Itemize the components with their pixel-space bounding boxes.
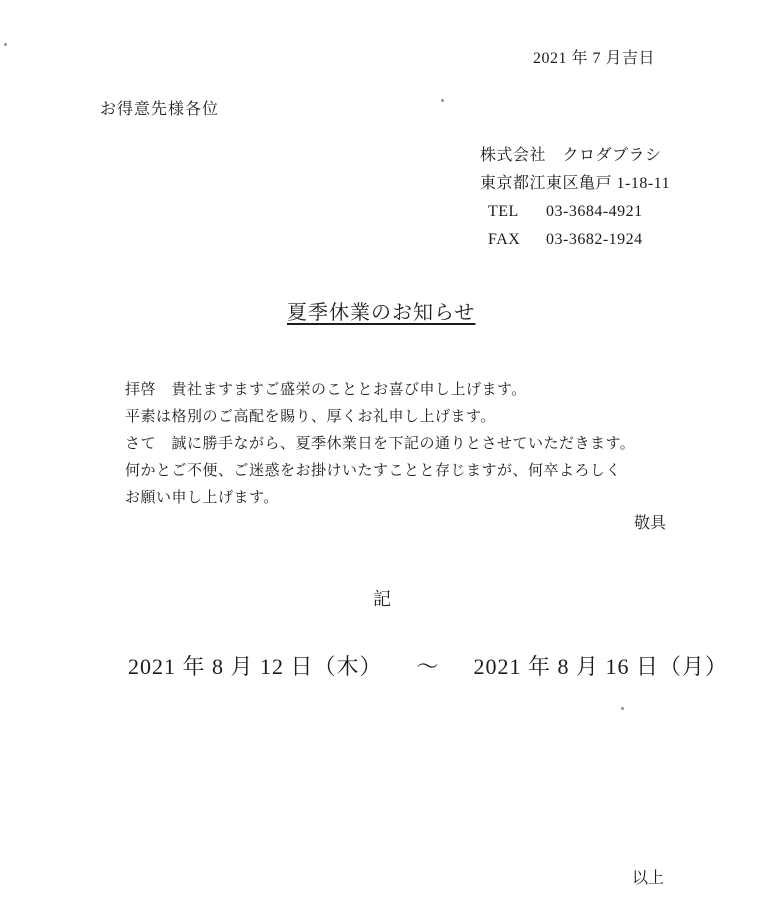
sender-tel-row: [480, 198, 670, 226]
scan-speck: [4, 43, 7, 46]
sender-block: [480, 142, 670, 254]
holiday-period-separator: ～: [416, 654, 440, 679]
sender-fax-row: [480, 226, 670, 254]
body-line: 何かとご不便、ご迷惑をお掛けいたすことと存じますが、何卒よろしく: [125, 463, 622, 479]
record-marker-ki: 記: [373, 589, 392, 609]
tel-label: TEL: [488, 203, 519, 220]
holiday-period: [128, 650, 728, 681]
scan-speck: [621, 707, 624, 710]
fax-label: FAX: [488, 231, 521, 248]
body-line: さて 誠に勝手ながら、夏季休業日を下記の通りとさせていただきます。: [125, 436, 636, 452]
scan-speck: [441, 99, 444, 102]
holiday-period-end: 2021 年 8 月 16 日（月）: [473, 654, 729, 679]
issue-date: 2021 年 7 月吉日: [533, 50, 656, 67]
end-marker-ijou: 以上: [632, 870, 665, 887]
body-line: 平素は格別のご高配を賜り、厚くお礼申し上げます。: [125, 409, 496, 425]
holiday-period-start: 2021 年 8 月 12 日（木）: [128, 654, 383, 679]
closing-keigu: 敬具: [634, 515, 667, 532]
letter-body: [125, 377, 635, 512]
fax-number: 03-3682-1924: [546, 231, 643, 248]
letter-title: 夏季休業のお知らせ: [287, 302, 476, 324]
tel-number: 03-3684-4921: [546, 203, 643, 220]
body-line: 拝啓 貴社ますますご盛栄のこととお喜び申し上げます。: [125, 382, 527, 398]
sender-address: 東京都江東区亀戸 1-18-11: [480, 175, 671, 192]
body-line: お願い申し上げます。: [125, 490, 279, 506]
recipient-line: お得意先様各位: [100, 101, 220, 118]
sender-company: 株式会社 クロダブラシ: [480, 147, 662, 164]
